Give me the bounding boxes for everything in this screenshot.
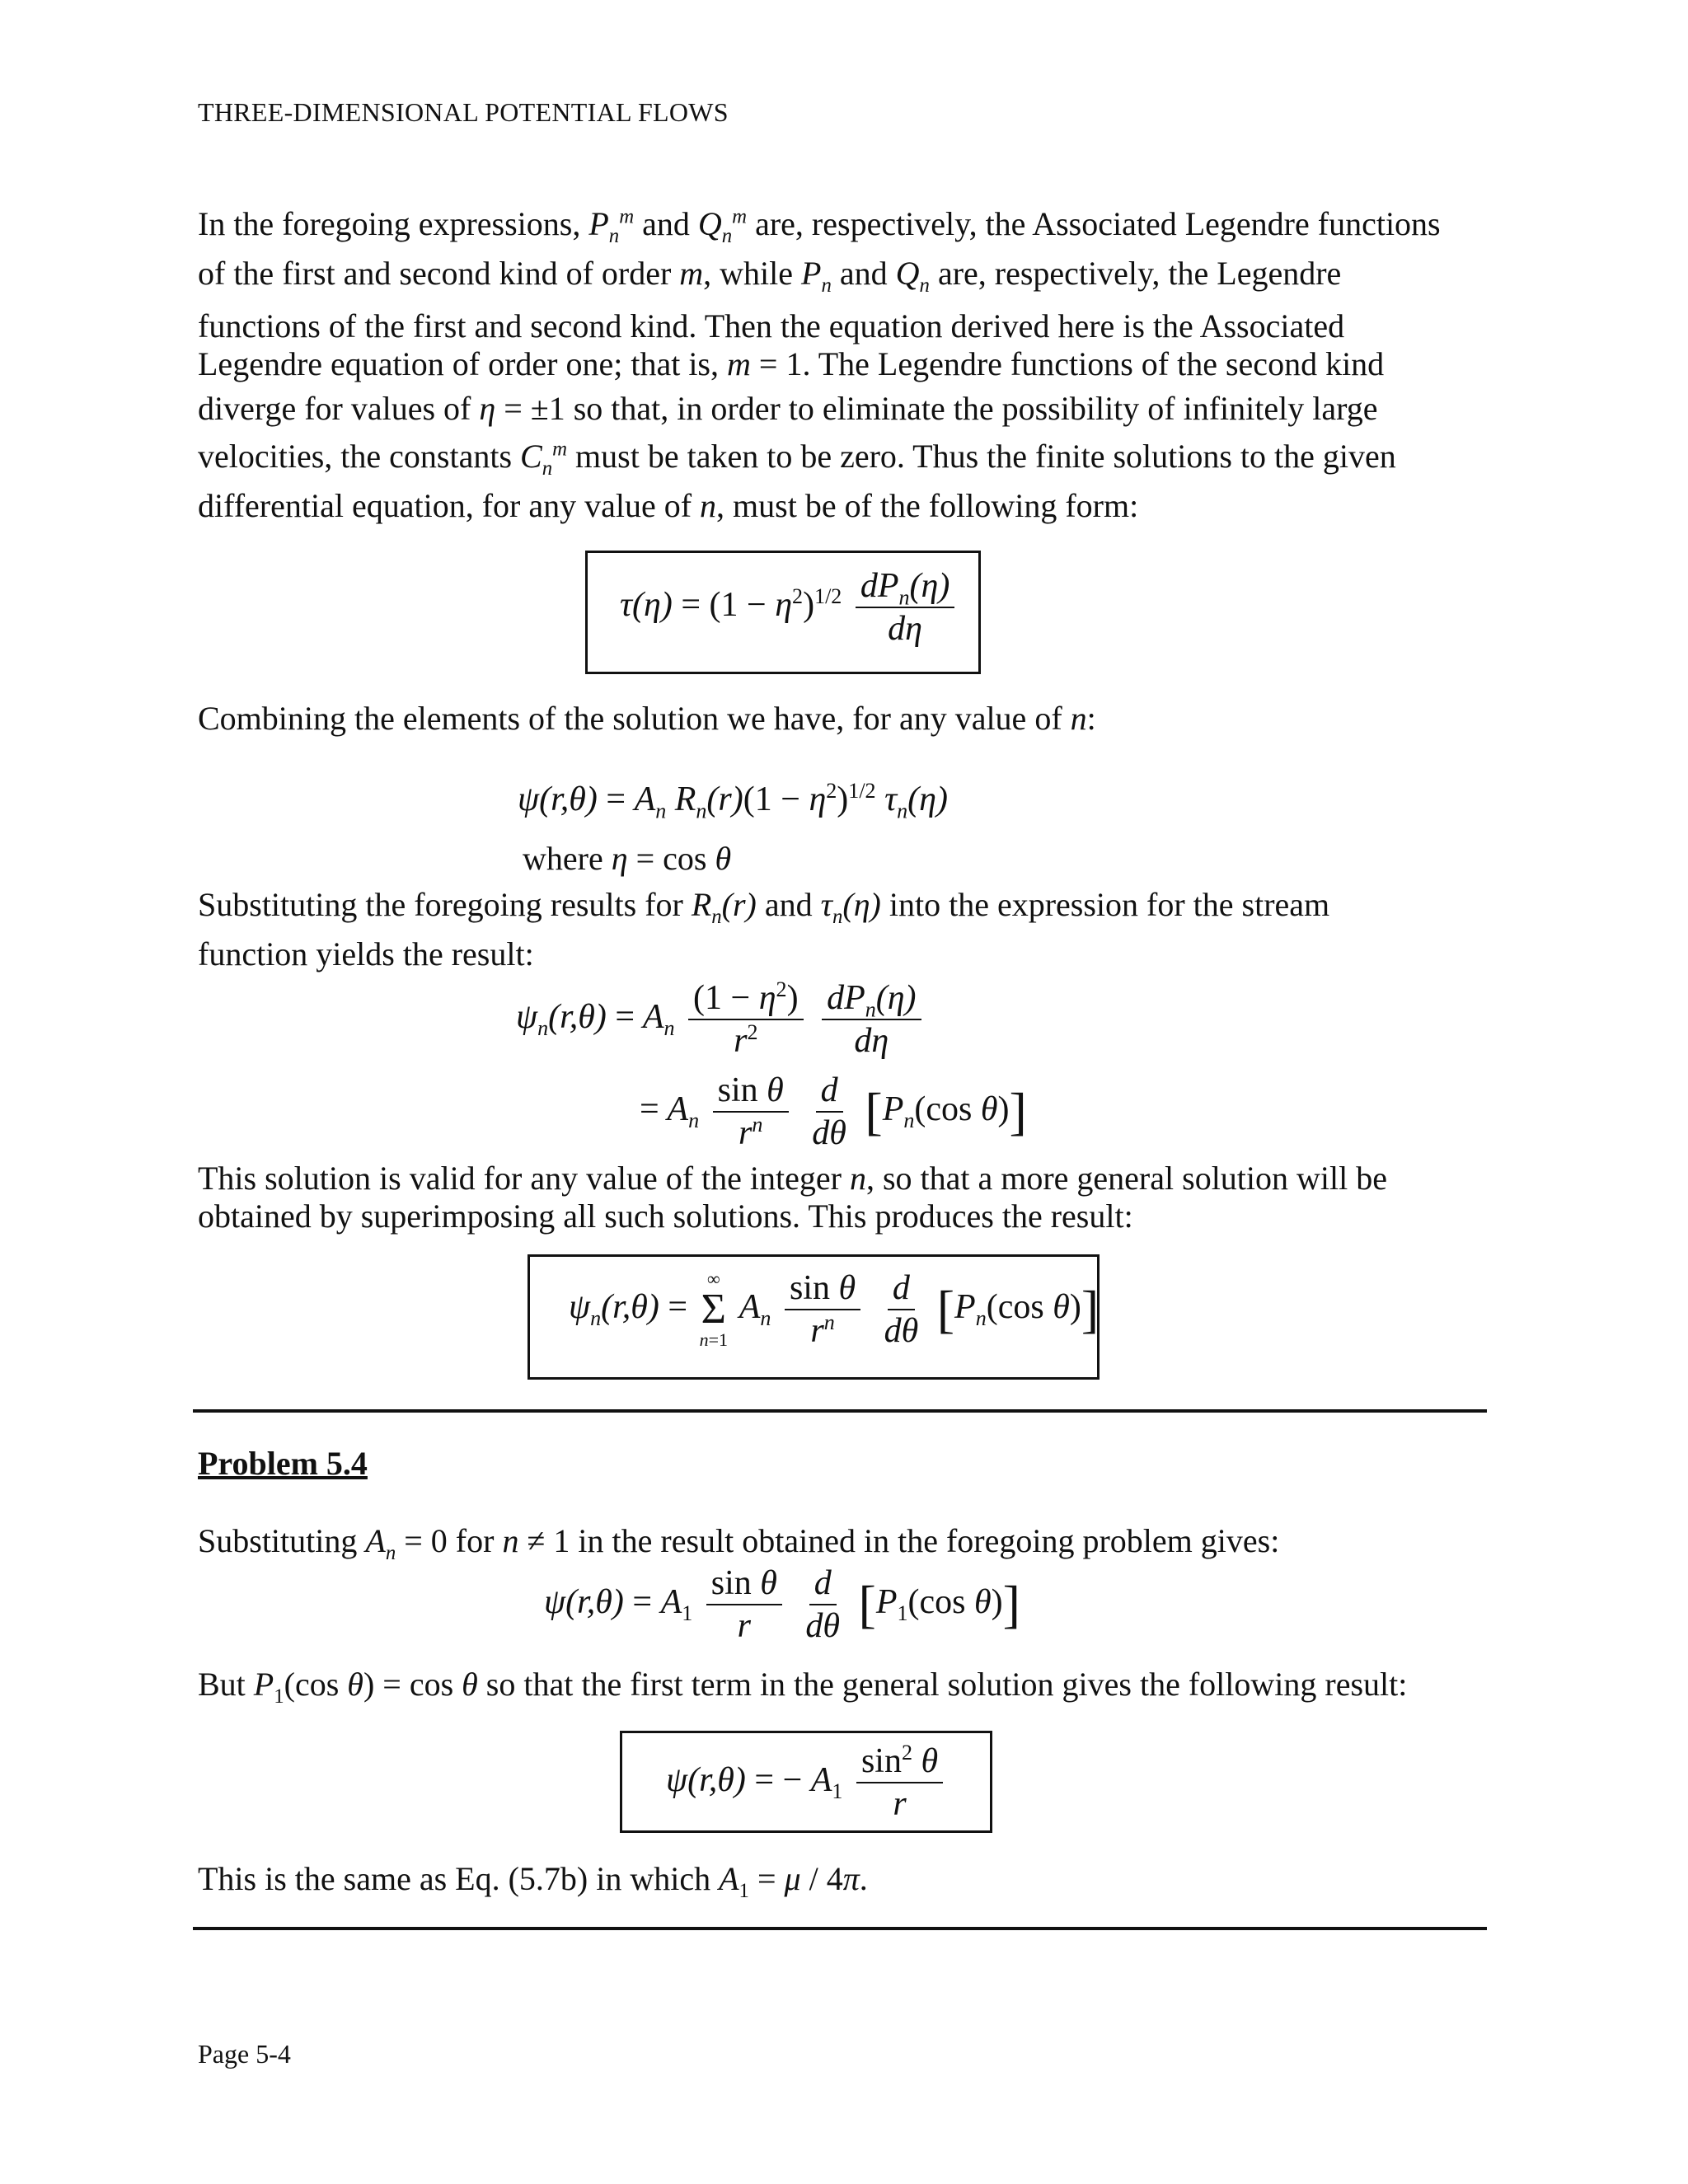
text: and <box>839 255 888 292</box>
math-Q-n-m: $Q_n^m$ <box>697 205 748 247</box>
text: so that, in order to eliminate the possibility of infinitely large <box>573 390 1378 427</box>
text: . <box>859 1860 868 1897</box>
fraction: $\frac{d}{d\theta}$ <box>805 1564 841 1646</box>
page-number: Page 5-4 <box>198 2039 291 2069</box>
text: This is the same as Eq. (5.7b) in which <box>198 1860 711 1897</box>
math-A-n-zero: $A_n = 0$ <box>365 1522 448 1564</box>
summation: ∞ Σ n=1 <box>699 1268 729 1351</box>
math-eta-cos-theta: η = cos θ <box>611 840 732 877</box>
text: and <box>642 205 690 242</box>
section-divider <box>193 1409 1487 1413</box>
text: Combining the elements of the solution we have, for any value of <box>198 700 1062 737</box>
equation-psi-final: ψ(r,θ) = − $A_1$ $\frac{\sin^2 \theta}{r}$ <box>666 1742 948 1823</box>
math-m-equals-1: m = 1 <box>727 345 803 382</box>
substituting-line-1 <box>198 885 1330 928</box>
general-line-1 <box>198 1159 1387 1197</box>
text: are, respectively, the Associated Legendre functions <box>755 205 1441 242</box>
equation-psi-product: $\psi(r,\theta) = A_n$ $R_n(r)(1 - \eta^2)^{1/2}$ $\tau_n(\eta)$ <box>518 779 948 823</box>
text: must be taken to be zero. Thus the finite solutions to the given <box>575 438 1396 475</box>
math-eta-pm-1: η = ±1 <box>479 390 565 427</box>
text: . The Legendre functions of the second kind <box>802 345 1385 382</box>
text: differential equation, for any value of <box>198 487 692 524</box>
text: of the first and second kind of order <box>198 255 672 292</box>
text: , so that a more general solution will be <box>865 1160 1388 1197</box>
math-C-n-m: $C_n^m$ <box>520 438 568 480</box>
math-n-neq-1: n ≠ 1 <box>502 1522 570 1559</box>
text: But <box>198 1666 246 1703</box>
fraction: $\frac{d}{d\theta}$ <box>884 1269 919 1351</box>
intro-line-4 <box>198 344 1384 383</box>
text: : <box>1086 700 1096 737</box>
math-P1-cos: $P_1(\cos$ θ) = cos θ <box>253 1666 478 1708</box>
fraction: $\frac{dP_n(\eta)}{d\eta}$ <box>856 567 954 648</box>
equation-psi-n-1: $\psi_n(r,\theta) = A_n$ $\frac{(1 - \eta^2)}{r^2}$ $\frac{dP_n(\eta)}{d\eta}$ <box>516 979 926 1060</box>
equation-tau: $\tau(\eta) = (1 - \eta^2)^{1/2}$ $\frac{dP_n(\eta)}{d\eta}$ <box>620 567 959 648</box>
text: In the foregoing expressions, <box>198 205 581 242</box>
intro-line-5 <box>198 389 1377 428</box>
equation-psi-n-2: = $A_n$ $\frac{\text{sin θ}}{r^n}$ $\frac{d}{d\theta}$ [$P_n(\cos$ θ)] <box>640 1071 1027 1153</box>
text: and <box>764 886 813 923</box>
math-P-n-m: $P_n^m$ <box>588 205 635 247</box>
math-P-n: $P_n$ <box>801 255 832 297</box>
fraction: $\frac{\text{sin θ}}{r}$ <box>706 1564 782 1645</box>
text: diverge for values of <box>198 390 471 427</box>
fraction: $\frac{d}{d\theta}$ <box>812 1071 846 1153</box>
math-n: n <box>700 487 717 524</box>
intro-line-6 <box>198 437 1396 480</box>
substituting-line-2: function yields the result: <box>198 935 534 972</box>
where-line <box>523 839 731 878</box>
intro-line-7 <box>198 486 1138 525</box>
fraction: $\frac{\sin^2 \theta}{r}$ <box>856 1742 943 1823</box>
general-line-2: obtained by superimposing all such solutions. This produces the result: <box>198 1197 1133 1235</box>
text: This solution is valid for any value of the integer <box>198 1160 842 1197</box>
problem-line-3 <box>198 1859 868 1902</box>
fraction: $\frac{(1 - \eta^2)}{r^2}$ <box>688 979 804 1060</box>
combining-line <box>198 699 1096 738</box>
math-Q-n: $Q_n$ <box>895 255 930 297</box>
text: into the expression for the stream <box>889 886 1330 923</box>
text: where <box>523 840 603 877</box>
text: , while <box>703 255 794 292</box>
intro-line-1 <box>198 204 1441 247</box>
running-header: THREE-DIMENSIONAL POTENTIAL FLOWS <box>198 97 729 127</box>
fraction: $\frac{\text{sin θ}}{r^n}$ <box>785 1269 860 1350</box>
math-A1-mu: $A_1 = \mu / 4\pi$ <box>719 1860 860 1902</box>
math-R-n: $R_n(r)$ <box>691 886 757 928</box>
intro-line-2 <box>198 254 1342 297</box>
fraction: $\frac{dP_n(\eta)}{d\eta}$ <box>822 979 921 1060</box>
math-m: m <box>679 255 704 292</box>
problem-line-2 <box>198 1665 1408 1708</box>
text: Substituting <box>198 1522 358 1559</box>
math-n: n <box>1070 700 1087 737</box>
text: are, respectively, the Legendre <box>937 255 1342 292</box>
text: Legendre equation of order one; that is, <box>198 345 719 382</box>
problem-line-1 <box>198 1521 1280 1564</box>
math-n: n <box>849 1160 866 1197</box>
text: for <box>455 1522 495 1559</box>
text: Substituting the foregoing results for <box>198 886 683 923</box>
text: in the result obtained in the foregoing problem gives: <box>578 1522 1280 1559</box>
section-divider-bottom <box>193 1927 1487 1930</box>
equation-psi-series: $\psi_n(r,\theta)$ = ∞ Σ n=1 $A_n$ $\frac{\text{sin θ}}{r^n}$ $\frac{d}{d\theta}$ [$P_n(\cos$ θ)] <box>569 1268 1100 1351</box>
intro-line-3: functions of the first and second kind. Then the equation derived here is the Associated <box>198 307 1345 344</box>
problem-heading: Problem 5.4 <box>198 1445 368 1482</box>
fraction: $\frac{\text{sin θ}}{r^n}$ <box>713 1071 789 1152</box>
text: , must be of the following form: <box>716 487 1139 524</box>
equation-psi-p1: $\psi(r,\theta) = A_1$ $\frac{\text{sin θ}}{r}$ $\frac{d}{d\theta}$ [$P_1(\cos$ θ)] <box>544 1564 1020 1646</box>
math-tau-n: $\tau_n(\eta)$ <box>820 886 881 928</box>
text: so that the first term in the general solution gives the following result: <box>485 1666 1408 1703</box>
text: velocities, the constants <box>198 438 513 475</box>
